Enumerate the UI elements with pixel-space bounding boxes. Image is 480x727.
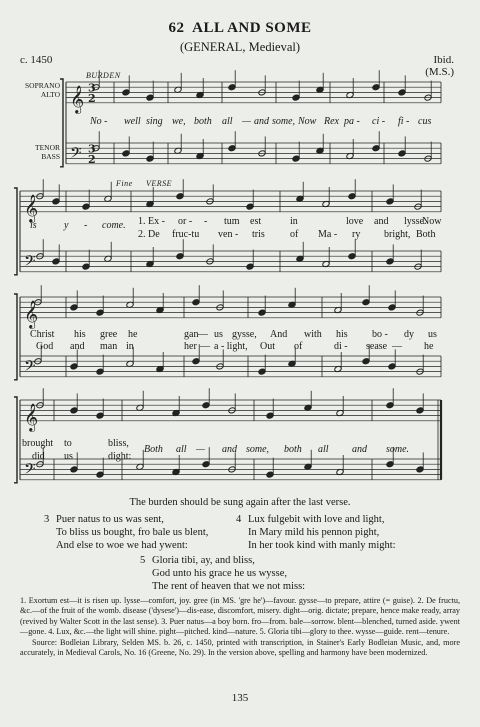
bass-clef: 𝄢 <box>24 460 36 482</box>
lyric-syllable: of <box>294 341 303 352</box>
system-brace <box>14 397 17 483</box>
lyric-syllable: Christ <box>30 329 55 340</box>
song-subtitle: (GENERAL, Medieval) <box>179 40 301 54</box>
bass-clef: 𝄢 <box>24 357 36 379</box>
time-signature-bottom: 2 <box>88 152 96 166</box>
lyric-syllable: some, <box>272 116 296 127</box>
song-number: 62 <box>168 20 185 36</box>
source-ibid: Ibid. <box>433 54 454 66</box>
lyric-syllable: he <box>424 341 434 352</box>
song-date: c. 1450 <box>20 54 53 66</box>
lyric-syllable: y <box>64 220 69 231</box>
lyric-syllable: sease <box>366 341 388 352</box>
lyric-syllable: his <box>74 329 86 340</box>
song-name: ALL AND SOME <box>192 20 312 36</box>
system-brace <box>14 294 17 380</box>
lyric-syllable: tris <box>252 229 265 240</box>
treble-clef: 𝄞 <box>24 193 39 222</box>
lyric-syllable: we, <box>172 116 186 127</box>
lyric-syllable: Both <box>144 444 163 455</box>
lyric-syllable: And <box>270 329 288 340</box>
lyric-syllable: us <box>64 451 73 462</box>
lyric-syllable: her <box>184 341 197 352</box>
fine-label: Fine <box>116 179 133 188</box>
lyric-syllable: both <box>284 444 302 455</box>
system-brace <box>14 188 17 275</box>
tenor-label: TENOR <box>35 143 60 152</box>
verse-5-line-2: God unto his grace he us wysse, <box>152 568 288 579</box>
lyric-syllable: all <box>318 444 329 455</box>
lyric-syllable: Out <box>260 341 275 352</box>
lyric-syllable: love <box>346 216 364 227</box>
lyric-syllable: us <box>214 329 223 340</box>
lyric-syllable: Rex <box>324 116 339 127</box>
lyric-syllable: in <box>126 341 134 352</box>
alto-label: ALTO <box>40 89 60 99</box>
lyric-syllable: ry <box>352 229 361 240</box>
lyric-syllable: did <box>32 451 45 462</box>
verse-4-line-1: Lux fulgebit with love and light, <box>248 514 385 525</box>
lyric-syllable: gan <box>184 329 199 340</box>
lyric-syllable: bliss, <box>108 438 129 449</box>
source-note: Source: Bodleian Library, Selden MS. b. 26, c. 1450, printed with transcription, in Stainer's Early Bodleian Music, and, more accurately, in Medieval Carols, No. 16 (Greene, No. 29). In the version above, spelling and harmony have been modernized. <box>20 637 460 658</box>
verse-3-line-2: To bliss us bought, fro bale us blent, <box>56 527 209 538</box>
time-signature-top: 3 <box>88 81 96 95</box>
soprano-label: SOPRANO <box>24 81 60 90</box>
lyric-syllable: of <box>290 229 299 240</box>
bass-clef: 𝄢 <box>70 144 82 166</box>
lyric-syllable: - <box>84 220 88 231</box>
verse-5-line-1: Gloria tibi, ay, and bliss, <box>152 555 255 566</box>
lyric-syllable: di - <box>334 341 348 352</box>
verse-3-line-1: Puer natus to us was sent, <box>56 514 164 525</box>
lyric-syllable: bright, <box>384 229 411 240</box>
verse-4 <box>236 513 396 552</box>
page-number: 135 <box>231 692 249 704</box>
treble-clef: 𝄞 <box>24 402 39 431</box>
lyric-syllable: and <box>374 216 389 227</box>
verse-3-line-3: And else to woe we had ywent: <box>56 540 188 551</box>
lyric-syllable: pa - <box>344 116 360 127</box>
lyric-syllable: Now <box>298 116 317 127</box>
lyric-syllable: his <box>336 329 348 340</box>
lyric-syllable: tum <box>224 216 240 227</box>
lyric-syllable: ci - <box>372 116 386 127</box>
treble-clef: 𝄞 <box>70 84 85 113</box>
verse-4-number: 4 <box>236 514 242 525</box>
lyric-syllable: brought <box>22 438 54 449</box>
time-signature-bottom: 2 <box>88 91 96 105</box>
lyric-syllable: fruc-tu <box>172 229 200 240</box>
lyric-syllable: both <box>194 116 212 127</box>
lyric-syllable: with <box>304 329 322 340</box>
lyric-syllable: ven - <box>218 229 239 240</box>
lyric-syllable: — <box>392 341 402 352</box>
lyric-syllable: bo - <box>372 329 388 340</box>
verse-5-number: 5 <box>140 555 146 566</box>
lyric-syllable: all <box>222 116 233 127</box>
lyric-syllable: — <box>242 116 251 127</box>
lyric-syllable: in <box>290 216 298 227</box>
glossary-note: 1. Exortum est—it is risen up. lysse—comfort, joy. gree (in MS. 'gre he')—favour. gysse—to prepare, attire (= guise). 2. De fructu, &c.—of the fruit of the womb. disease ('dysese')—dis-ease, discomfort, misery. dight—orig. dictate; prepare, hence make ready, array (revived by Walter Scott in the last sense). 3. Puer natus—a boy born. fro—from. bale—sorrow. blent—blenched, turned aside. ywent—gone. 4. Lux, &c.—the light will shine. pight—pitched. kind—nature. 5. Gloria tibi—glory to thee. wysse—guide. rent—tenure. <box>20 596 460 637</box>
treble-clef: 𝄞 <box>24 299 39 328</box>
lyric-syllable: 1. Ex - <box>138 216 165 227</box>
lyric-syllable: fi - <box>398 116 410 127</box>
lyric-syllable: us <box>428 329 437 340</box>
verse-4-line-2: In Mary mild his pennon pight, <box>248 527 380 538</box>
lyric-syllable: — <box>200 341 210 352</box>
lyric-syllable: man <box>100 341 118 352</box>
burden-label: BURDEN <box>86 71 121 80</box>
verse-5 <box>140 554 305 593</box>
lyric-syllable: and <box>254 116 269 127</box>
lyric-syllable: Now <box>422 216 442 227</box>
lyric-syllable: est <box>250 216 262 227</box>
lyric-syllable: he <box>128 329 138 340</box>
lyric-syllable: gysse, <box>232 329 257 340</box>
lyric-syllable: and <box>222 444 237 455</box>
lyric-syllable: some. <box>386 444 410 455</box>
lyric-syllable: is <box>30 220 37 231</box>
lyric-syllable: and <box>70 341 85 352</box>
lyric-syllable: dy <box>404 329 414 340</box>
lyric-syllable: come. <box>102 220 126 231</box>
lyric-syllable: well <box>124 116 141 127</box>
lyric-syllable: Both <box>416 229 436 240</box>
lyric-syllable: lysse. <box>404 216 427 227</box>
lyric-syllable: — <box>196 444 205 455</box>
source-ms: (M.S.) <box>425 66 454 78</box>
lyric-syllable: sing <box>146 116 163 127</box>
lyric-syllable: No - <box>90 116 108 127</box>
bass-label: BASS <box>41 151 60 161</box>
lyric-syllable: Ma - <box>318 229 338 240</box>
bass-clef: 𝄢 <box>24 252 36 274</box>
system-brace <box>60 79 63 167</box>
lyric-syllable: 2. De <box>138 229 160 240</box>
lyric-syllable: all <box>176 444 187 455</box>
lyric-syllable: gree <box>100 329 118 340</box>
verse-4-line-3: In her took kind with manly might: <box>248 540 396 551</box>
footnotes <box>20 596 460 658</box>
lyric-syllable: to <box>64 438 72 449</box>
verse-5-line-3: The rent of heaven that we not miss: <box>152 581 306 592</box>
lyric-syllable: some, <box>246 444 270 455</box>
verse-3-number: 3 <box>44 514 50 525</box>
verse-label: VERSE <box>146 179 173 188</box>
lyric-syllable: or - <box>178 216 193 227</box>
lyric-syllable: God <box>36 341 54 352</box>
lyric-syllable: - <box>204 216 208 227</box>
lyric-syllable: — <box>198 329 208 340</box>
lyric-syllable: cus <box>418 116 432 127</box>
lyric-syllable: and <box>352 444 367 455</box>
lyric-syllable: a - light, <box>214 341 248 352</box>
lyric-syllable: dight: <box>108 451 132 462</box>
burden-repeat-note: The burden should be sung again after the last verse. <box>129 497 351 508</box>
verse-3 <box>44 513 208 552</box>
time-signature-top: 3 <box>88 142 96 156</box>
